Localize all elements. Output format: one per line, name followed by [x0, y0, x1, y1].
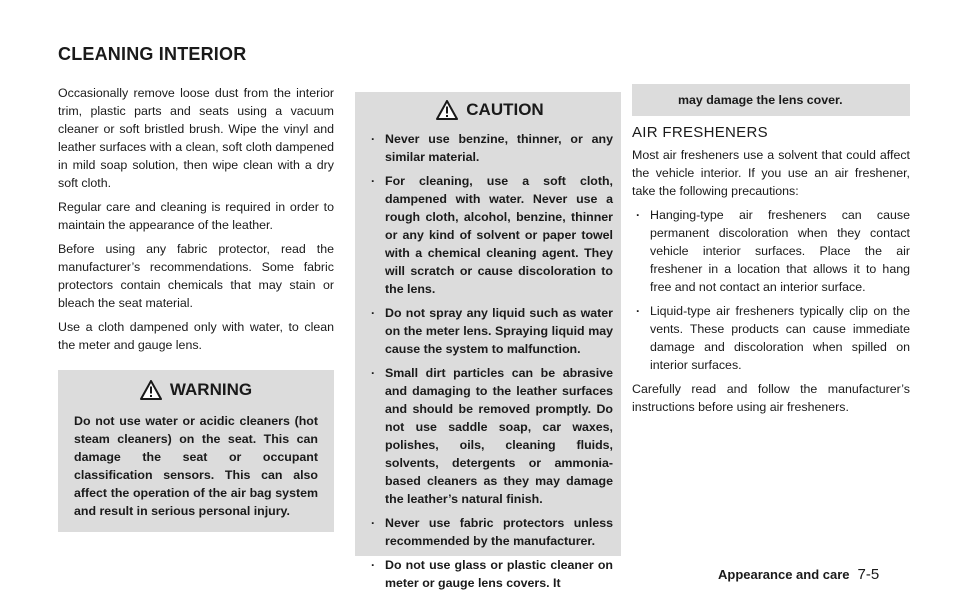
caution-continued-text: may damage the lens cover.	[678, 93, 843, 107]
air-fresheners-content	[632, 146, 910, 422]
caution-box	[355, 92, 621, 590]
page-number: 7-5	[857, 566, 880, 583]
caution-list	[367, 130, 613, 592]
footer-section-name: Appearance and care	[718, 567, 850, 582]
warning-header	[72, 380, 320, 400]
paragraph-air-freshener-closing: Carefully read and follow the manufacturer’s instructions before using air fresheners.	[632, 382, 910, 414]
caution-item: . Never use fabric protectors unless recommended by the manufacturer.	[367, 514, 613, 550]
caution-title: CAUTION	[466, 100, 544, 119]
list-item: . Hanging-type air fresheners can cause permanent discoloration when they contact vehicle interior surfaces. Place the air freshener in a location that allows it to hang free and not contact an interior surface.	[632, 206, 910, 296]
paragraph-fabric-protector: Before using any fabric protector, read the manufacturer’s recommendations. Some fabric protectors contain chemicals that may stain or bleach the seat material.	[58, 242, 334, 310]
caution-item: . Do not spray any liquid such as water on the meter lens. Spraying liquid may cause the system to malfunction.	[367, 304, 613, 358]
caution-item: . For cleaning, use a soft cloth, dampened with water. Never use a rough cloth, alcohol, benzine, thinner or any kind of solvent or paper towel with a chemical cleaning agent. They will scratch or cause discoloration to the lens.	[367, 172, 613, 298]
list-item: . Liquid-type air fresheners typically clip on the vents. These products can cause immediate damage and discoloration when spilled on interior surfaces.	[632, 302, 910, 374]
page-title: CLEANING INTERIOR	[58, 44, 247, 64]
warning-title: WARNING	[169, 380, 253, 399]
paragraph-meter-lens: Use a cloth dampened only with water, to clean the meter and gauge lens.	[58, 320, 334, 352]
paragraph-leather-care: Regular care and cleaning is required in order to maintain the appearance of the leather.	[58, 200, 334, 232]
warning-box	[58, 370, 334, 532]
caution-continued-box	[632, 84, 910, 116]
column-1	[58, 84, 334, 532]
warning-body: Do not use water or acidic cleaners (hot steam cleaners) on the seat. This can damage the seat or occupant classification sensors. This can also affect the operation of the air bag system and result in serious personal injury.	[74, 414, 318, 518]
warning-triangle-icon	[140, 380, 162, 400]
paragraph-dusting: Occasionally remove loose dust from the interior trim, plastic parts and seats using a vacuum cleaner or soft bristled brush. Wipe the vinyl and leather surfaces with a clean, soft cloth dampened in mild soap solution, then wipe clean with a dry soft cloth.	[58, 86, 334, 190]
paragraph-air-freshener-intro: Most air fresheners use a solvent that could affect the vehicle interior. If you use an air freshener, take the following precautions:	[632, 148, 910, 198]
caution-item: . Small dirt particles can be abrasive and damaging to the leather surfaces and should be removed promptly. Do not use saddle soap, car waxes, polishes, oils, cleaning fluids, solvents, detergents or ammonia-based cleaners as they may damage the leather’s natural finish.	[367, 364, 613, 508]
caution-header	[367, 100, 613, 120]
caution-item: . Do not use glass or plastic cleaner on meter or gauge lens covers. It	[367, 556, 613, 592]
caution-item: . Never use benzine, thinner, or any similar material.	[367, 130, 613, 166]
page-footer	[718, 566, 879, 583]
section-heading-air-fresheners: AIR FRESHENERS	[632, 124, 768, 141]
air-freshener-list	[632, 206, 910, 374]
warning-triangle-icon	[436, 100, 458, 120]
